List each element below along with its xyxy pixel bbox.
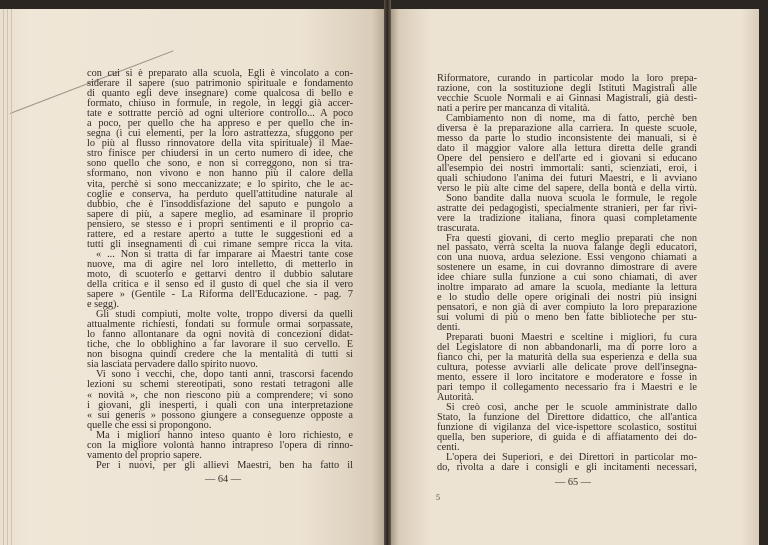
text-line: Vi sono i vecchi, che, dopo tanti anni, trascorsi facendo	[96, 369, 353, 381]
text-line: sformano, non vivono e non hanno più il calore della	[87, 168, 353, 180]
text-line: con cui si è preparato alla scuola, Egli è vincolato a con-	[87, 68, 353, 79]
text-line: a poco, per quello che ha appreso e per quello che in-	[87, 118, 353, 130]
text-line: tutti gli insegnamenti di cui rimane sempre ricca la vita.	[87, 238, 353, 250]
text-line: Stato, la funzione del Direttore didattico, che all'antica	[437, 411, 697, 423]
text-line: segna (i cui elementi, per la loro astrattezza, sfuggono per	[87, 128, 353, 140]
text-line: do, rivolta a dare i consigli e gli incitamenti necessari,	[437, 461, 697, 473]
text-line: quella, ben superiore, di guida e di affiatamento dei do-	[437, 431, 697, 443]
text-line: cultura, potesse avviarli alle delicate prove dell'insegna-	[437, 362, 697, 374]
text-line: nel passato, verrà scelta la nuova falange degli educatori,	[437, 242, 697, 254]
text-line: Ma i migliori hanno inteso quanto è loro richiesto, e	[96, 429, 353, 441]
page-number-left: — 64 —	[205, 474, 242, 485]
text-line: moto, di scuoterlo e gettarvi dentro il dubbio salutare	[87, 268, 353, 280]
text-line: pensiero, se stesso e i propri sentimenti e il proprio ca-	[87, 218, 353, 230]
text-line: L'opera dei Superiori, e dei Direttori in particolar mo-	[446, 451, 697, 463]
text-line: quelle che essi si propongono.	[87, 419, 212, 431]
text-line: centi.	[437, 441, 460, 453]
text-line: lo più al flusso rinnovatore della vita spirituale) il Mae-	[87, 138, 353, 150]
text-line: Opere del pensiero e dell'arte ed i giovani si educano	[437, 152, 697, 164]
text-line: tiche, che lo obblighino a far lavorare il suo cervello. E	[87, 339, 353, 351]
text-line: Gli studi compiuti, molte volte, troppo diversi da quelli	[96, 309, 353, 321]
text-line: « sui generis » possono giungere a conseguenze opposte a	[87, 409, 353, 421]
text-line: idee chiare sulla funzione a cui sono chiamati, di aver	[437, 272, 697, 284]
text-line: sia lasciata pervadere dallo spirito nuovo.	[87, 359, 258, 371]
text-line: con la migliore volontà hanno intrapreso l'opera di rinno-	[87, 439, 353, 451]
text-line: rattere, ed a restare aperto a tutte le suggestioni ed a	[87, 228, 353, 240]
left-page-text	[87, 69, 353, 471]
text-line: stro finisce per chiudersi in un certo numero di idee, che	[87, 148, 353, 160]
text-line: Riformatore, curando in particolar modo la loro prepa-	[437, 73, 697, 84]
text-line: e lo studio delle opere originali dei nostri più insigni	[437, 292, 697, 304]
text-line: « novità », che non riescono più a comprendere; vi sono	[87, 389, 353, 401]
text-line: lezioni su schemi stereotipati, sono restati tetragoni alle	[87, 379, 353, 391]
text-line: Si creò così, anche per le scuole amministrate dallo	[446, 401, 697, 413]
text-line: i giovani, gli inesperti, i quali con una interpretazione	[87, 399, 353, 411]
text-line: « ... Non si tratta di far imparare ai Maestri tante cose	[96, 248, 353, 260]
text-line: dubbio, che è l'insoddisfazione del saputo e pungolo a	[87, 198, 353, 210]
text-line: mento, essere il loro incitatore e moderatore e fosse in	[437, 372, 697, 384]
text-line: Fra questi giovani, di certo meglio preparati che non	[446, 232, 697, 244]
text-line: pensatori, e non già di aver compiuto la loro preparazione	[437, 302, 697, 314]
text-line: di quanto egli deve insegnare) come qualcosa di bello e	[87, 88, 353, 100]
text-line: pari tempo il collegamento necessario fra i Maestri e le	[437, 382, 697, 394]
text-line: sui volumi di più o meno ben fatte biblioteche per stu-	[437, 312, 697, 324]
text-line: Autorità.	[437, 392, 474, 403]
page-stack-edge	[7, 9, 8, 545]
text-line: siderare il sapere (suo patrimonio spirituale e fondamento	[87, 78, 353, 90]
text-line: vere la tradizione italiana, finora quasi completamente	[437, 212, 697, 224]
text-line: Per i nuovi, per gli allievi Maestri, ben ha fatto il	[96, 459, 353, 471]
text-line: coglie e conserva, ha perduto quell'attitudine naturale al	[87, 188, 353, 200]
page-number-right: — 65 —	[555, 477, 592, 488]
text-line: con una nuova, ardua selezione. Essi vengono chiamati a	[437, 252, 697, 264]
text-line: denti.	[437, 322, 461, 334]
page-stack-edge	[3, 9, 4, 545]
text-line: diversa è la preparazione alla carriera. In queste scuole,	[437, 122, 697, 134]
text-line: e segg).	[87, 299, 120, 311]
text-line: lo fanno allontanare da ogni novità di concezioni didat-	[87, 329, 353, 341]
text-line: attualmente richiesti, fondati su formule ormai sorpassate,	[87, 319, 353, 331]
text-line: sostenere un esame, in cui dovranno dimostrare di avere	[437, 262, 697, 274]
text-line: vecchie Scuole Normali e ai Ginnasi Magistrali, già desti-	[437, 92, 697, 104]
text-line: del Legislatore di non abbandonarli, ma di porre loro a	[437, 342, 697, 354]
text-line: non bisogna quindi credere che la mentalità di tutti si	[87, 349, 353, 361]
signature-mark: 5	[436, 493, 440, 502]
text-line: inoltre imparato ad amare la scuola, mediante la lettura	[437, 282, 697, 294]
text-line: nuove, ma di agire nel loro intelletto, di metterlo in	[87, 258, 353, 270]
text-line: tate e sottratte perciò ad ogni ulteriore controllo... A poco	[87, 108, 353, 120]
text-line: della critica e il senso ed il gusto di quel che sia il vero	[87, 278, 353, 290]
text-line: vamento del proprio sapere.	[87, 449, 202, 461]
text-line: razione, con la sostituzione degli Istituti Magistrali alle	[437, 82, 697, 94]
text-line: all'esempio dei nostri immortali: santi, scienziati, eroi, i	[437, 162, 697, 174]
text-line: Sono bandite dalla nuova scuola le formule, le regole	[446, 192, 697, 204]
text-line: verso le più alte cime del sapere, della bontà e della virtù.	[437, 182, 697, 194]
text-line: formato, chiuso in formule, in regole, in leggi già accer-	[87, 98, 353, 110]
text-line: fianco chi, per la maturità della sua esperienza e della sua	[437, 352, 697, 364]
text-line: trascurata.	[437, 222, 480, 234]
text-line: Preparati buoni Maestri e sceltine i migliori, fu cura	[446, 332, 697, 344]
page-stack-edge	[11, 9, 12, 545]
right-page-text	[437, 74, 697, 473]
text-line: Cambiamento non di nome, ma di fatto, perchè ben	[446, 112, 697, 124]
text-line: dato il maggior valore alla lettura diretta delle grandi	[437, 142, 697, 154]
text-line: funzione di vigilanza del vice-ispettore scolastico, sostituì	[437, 421, 697, 433]
book-gutter	[384, 0, 391, 545]
text-line: messo da parte lo studio inconsistente dei manuali, si è	[437, 132, 697, 144]
text-line: sapere » (Gentile - La Riforma dell'Educazione. - pag. 7	[87, 289, 353, 301]
text-line: sono quello che sono, e non si correggono, non si tra-	[87, 158, 353, 170]
text-line: sapere di più, a sapere meglio, ad esaminare il proprio	[87, 208, 353, 220]
text-line: nati a perire per mancanza di vitalità.	[437, 102, 590, 114]
text-line: astratte dei pedagogisti, specialmente stranieri, per far rivi-	[437, 202, 697, 214]
text-line: vita, perchè si sono meccanizzate; e lo spirito, che le ac-	[87, 178, 353, 190]
text-line: quali schiudono l'anima dei futuri Maestri, e li avviano	[437, 172, 697, 184]
